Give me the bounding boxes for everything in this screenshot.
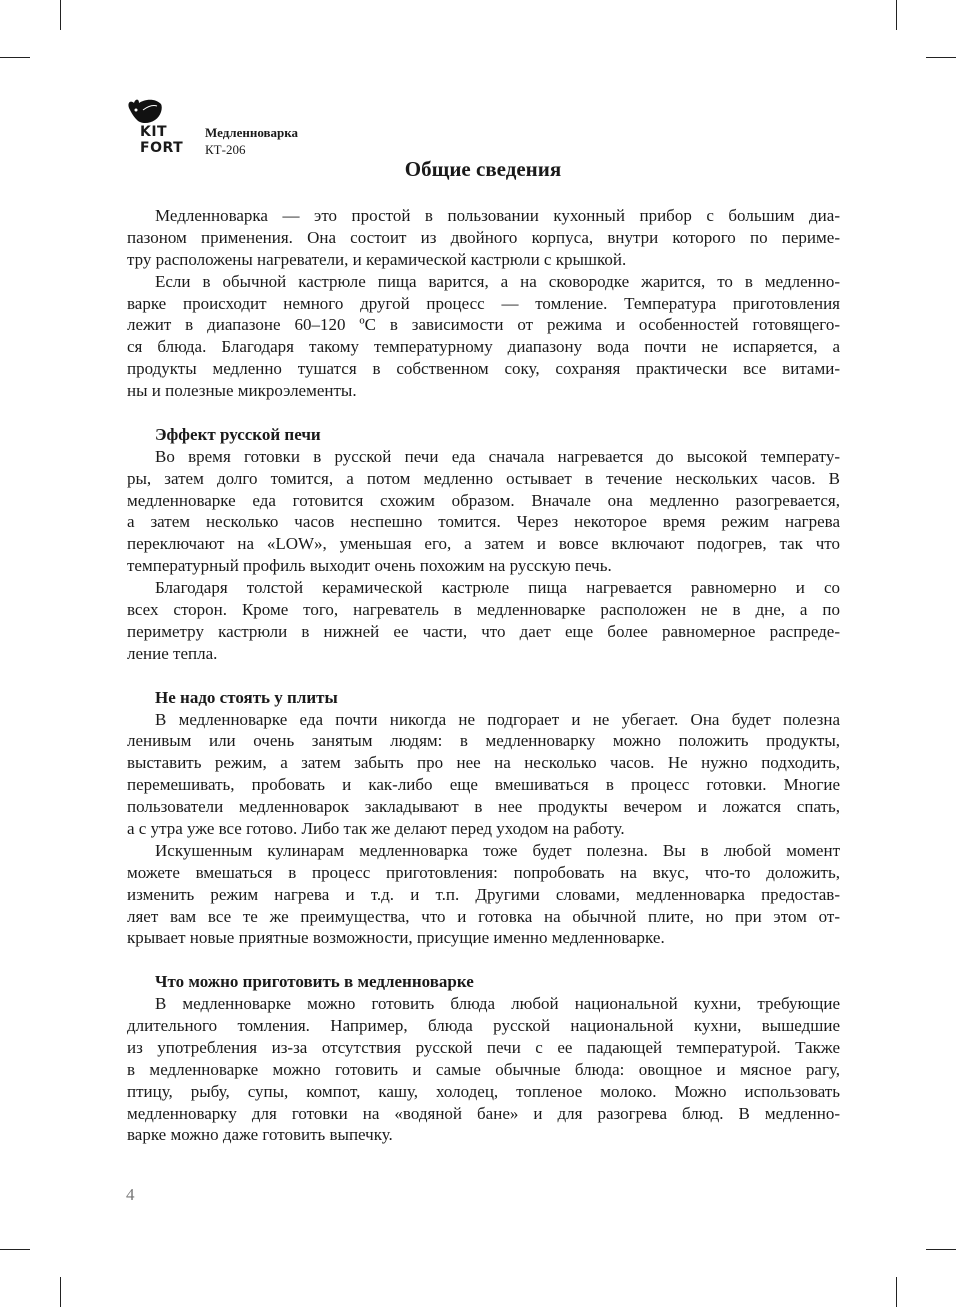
crop-mark [926, 57, 956, 58]
text-line: Во время готовки в русской печи еда сначала нагревается до высокой температу- [155, 446, 840, 466]
text-line: пазоном применения. Она состоит из двойного корпуса, внутри которого по периме- [127, 227, 840, 247]
text-line: можете вмешаться в процесс приготовления: попробовать на вкус, что-то доложить, [127, 862, 840, 882]
paragraph [127, 271, 840, 402]
text-line: перемешивать, пробовать и как-либо еще вмешиваться в процесс готовки. Многие [127, 775, 840, 795]
section [127, 205, 840, 402]
text-line: варке можно даже готовить выпечку. [127, 1125, 393, 1145]
text-line: лежит в диапазоне 60–120 ºС в зависимости от режима и особенностей готовящего- [127, 315, 840, 335]
running-header [205, 124, 298, 158]
text-line: Медленноварка — это простой в пользовании кухонный прибор с большим диа- [155, 206, 840, 225]
text-line: из употребления из-за отсутствия русской печи с ее падающей температурой. Также [127, 1037, 840, 1057]
paragraph [127, 205, 840, 271]
kitfort-whale-logo-icon [125, 96, 185, 126]
section [127, 949, 840, 1146]
text-line: тру расположены нагреватели, и керамической кастрюли с крышкой. [127, 249, 627, 269]
crop-mark [0, 1249, 30, 1250]
paragraph [127, 709, 840, 840]
section [127, 402, 840, 665]
section-heading: Что можно приготовить в медленноварке [155, 972, 474, 992]
text-line: медленноварку для готовки на «водяной бане» и для разогрева блюд. В медленно- [127, 1103, 840, 1123]
text-line: всех сторон. Кроме того, нагреватель в медленноварке расположен не в дне, а по [127, 600, 840, 620]
crop-mark [896, 1277, 897, 1307]
text-line: медленноварке еда готовится схожим образом. Вначале она медленно разогревается, [127, 490, 840, 510]
product-name: Медленноварка [205, 125, 299, 140]
text-line: Благодаря толстой керамической кастрюле пища нагревается равномерно и со [155, 578, 840, 598]
text-line: изменить режим нагрева и т.д. и т.п. Другими словами, медленноварка предостав- [127, 884, 840, 904]
model-number: КТ-206 [205, 142, 246, 157]
text-line: В медленноварке еда почти никогда не подгорает и не убегает. Она будет полезна [155, 709, 840, 729]
brand-name [140, 124, 183, 156]
brand-line-1: KIT [140, 124, 168, 140]
paragraph [127, 840, 840, 949]
paragraph [127, 446, 840, 577]
crop-mark [896, 0, 897, 30]
text-line: ленивым или очень занятым людям: в медленноварку можно положить продукты, [127, 731, 840, 751]
brand-line-2: FORT [140, 140, 184, 156]
text-line: продукты медленно тушатся в собственном соку, сохраняя практически все витами- [127, 359, 840, 379]
text-line: а с утра уже все готово. Либо так же делают перед уходом на работу. [127, 818, 625, 838]
text-line: ся блюда. Благодаря такому температурному диапазону вода почти не испаряется, а [127, 337, 840, 357]
text-line: периметру кастрюли в нижней ее части, что дает еще более равномерное распреде- [127, 621, 840, 641]
text-line: варке происходит немного другой процесс — томление. Температура приготовления [127, 293, 840, 313]
text-line: в медленноварке можно готовить и самые обычные блюда: овощное и мясное рагу, [127, 1059, 840, 1079]
text-line: Если в обычной кастрюле пища варится, а на сковородке жарится, то в медленно- [155, 271, 840, 291]
text-line: переключают на «LOW», уменьшая его, а затем и вовсе включают подогрев, так что [127, 534, 840, 554]
crop-mark [60, 0, 61, 30]
text-line: В медленноварке можно готовить блюда любой национальной кухни, требующие [155, 994, 840, 1014]
text-line: ляет вам все те же преимущества, что и готовка на обычной плите, но при этом от- [127, 906, 840, 926]
text-line: температурный профиль выходит очень похожим на русскую печь. [127, 556, 612, 576]
text-line: крывает новые приятные возможности, присущие именно медленноварке. [127, 928, 665, 948]
text-line: Искушенным кулинарам медленноварка тоже будет полезна. Вы в любой момент [155, 840, 840, 860]
text-line: ление тепла. [127, 643, 218, 663]
section-heading: Не надо стоять у плиты [155, 687, 338, 707]
section [127, 665, 840, 950]
crop-mark [60, 1277, 61, 1307]
text-line: ны и полезные микроэлементы. [127, 381, 357, 401]
paragraph [127, 993, 840, 1146]
text-line: ры, затем долго томится, а потом медленно остывает в течение нескольких часов. В [127, 468, 840, 488]
paragraph [127, 577, 840, 665]
text-line: птицу, рыбу, супы, компот, кашу, холодец, топленое молоко. Можно использовать [127, 1081, 840, 1101]
document-body [127, 205, 840, 1146]
text-line: а затем несколько часов неспешно томится. Через некоторое время режим нагрева [127, 512, 840, 532]
section-heading: Эффект русской печи [155, 424, 321, 444]
page-number: 4 [126, 1185, 135, 1204]
crop-mark [926, 1249, 956, 1250]
text-line: выставить режим, а затем забыть про нее на несколько часов. Не нужно подходить, [127, 753, 840, 773]
page-title: Общие сведения [404, 157, 562, 181]
text-line: пользователи медленноварок закладывают в нее продукты вечером и ложатся спать, [127, 797, 840, 817]
text-line: длительного томления. Например, блюда русской национальной кухни, вышедшие [127, 1016, 840, 1035]
crop-mark [0, 57, 30, 58]
